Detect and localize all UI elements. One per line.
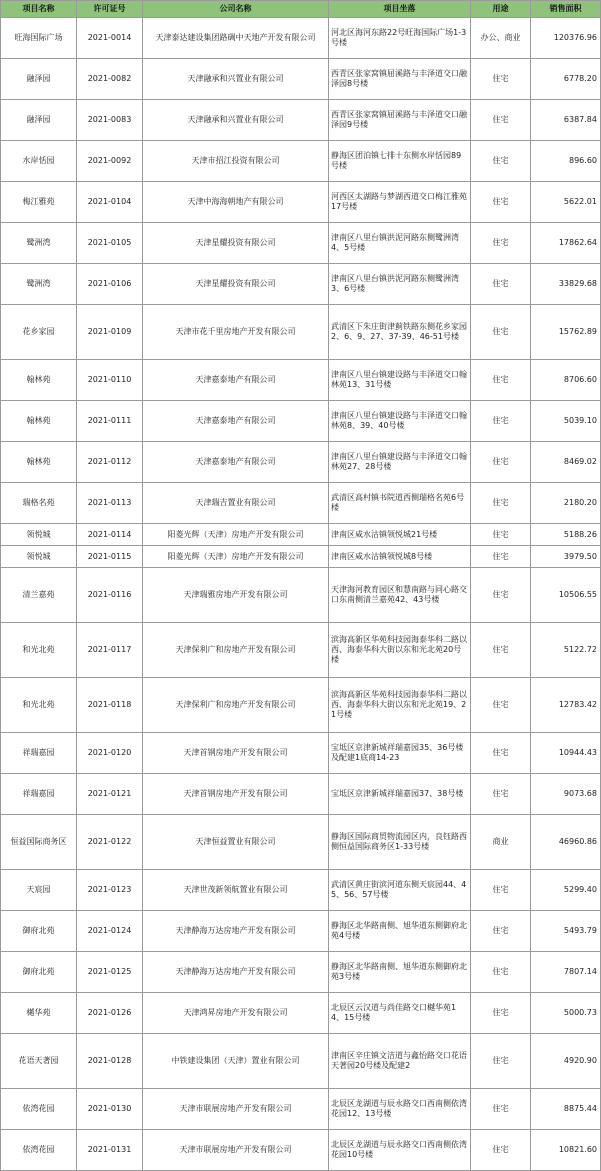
cell-project: 依湾花园 xyxy=(1,1130,77,1171)
cell-address: 西青区张家窝镇屈溪路与丰泽道交口融泽园9号楼 xyxy=(329,100,471,141)
cell-company: 天津恒益置业有限公司 xyxy=(143,815,329,870)
table-row xyxy=(1,442,601,483)
cell-company: 天津嘉泰地产有限公司 xyxy=(143,360,329,401)
cell-project: 翰林苑 xyxy=(1,401,77,442)
cell-address: 津南区咸水沽镇领悦城8号楼 xyxy=(329,546,471,568)
cell-area: 5188.26 xyxy=(531,524,601,546)
cell-area: 5299.40 xyxy=(531,870,601,911)
cell-company: 阳菱光辉（天津）房地产开发有限公司 xyxy=(143,546,329,568)
cell-use: 住宅 xyxy=(471,774,531,815)
cell-area: 896.60 xyxy=(531,141,601,182)
cell-area: 46960.86 xyxy=(531,815,601,870)
table-row xyxy=(1,678,601,733)
table-row xyxy=(1,141,601,182)
table-row xyxy=(1,1089,601,1130)
cell-project: 花语天著园 xyxy=(1,1034,77,1089)
cell-address: 北辰区龙湖道与辰永路交口西南侧依湾花园12、13号楼 xyxy=(329,1089,471,1130)
cell-use: 住宅 xyxy=(471,1034,531,1089)
table-row xyxy=(1,1034,601,1089)
cell-address: 宝坻区京津新城祥瑞嘉园35、36号楼及配建1底商14-23 xyxy=(329,733,471,774)
cell-project: 恒益国际商务区 xyxy=(1,815,77,870)
cell-area: 10944.43 xyxy=(531,733,601,774)
cell-company: 天津市联展房地产开发有限公司 xyxy=(143,1130,329,1171)
cell-company: 天津静海万达房地产开发有限公司 xyxy=(143,952,329,993)
cell-project: 花乡家园 xyxy=(1,305,77,360)
cell-area: 5493.79 xyxy=(531,911,601,952)
header-project: 项目名称 xyxy=(1,1,77,18)
cell-area: 4920.90 xyxy=(531,1034,601,1089)
cell-address: 河西区太湖路与梦湖西道交口梅江雅苑17号楼 xyxy=(329,182,471,223)
cell-address: 河北区海河东路22号旺海国际广场1-3号楼 xyxy=(329,18,471,59)
cell-use: 办公、商业 xyxy=(471,18,531,59)
table-row xyxy=(1,360,601,401)
cell-project: 樾华苑 xyxy=(1,993,77,1034)
cell-address: 西青区张家窝镇屈溪路与丰泽道交口融泽园8号楼 xyxy=(329,59,471,100)
cell-address: 静海区北华路南侧、旭华道东侧御府北苑3号楼 xyxy=(329,952,471,993)
cell-permit: 2021-0092 xyxy=(77,141,143,182)
cell-company: 天津市联展房地产开发有限公司 xyxy=(143,1089,329,1130)
cell-use: 住宅 xyxy=(471,870,531,911)
table-row xyxy=(1,911,601,952)
table-row xyxy=(1,223,601,264)
cell-company: 天津首钢房地产开发有限公司 xyxy=(143,733,329,774)
cell-address: 北辰区龙湖道与辰永路交口西南侧依湾花园10号楼 xyxy=(329,1130,471,1171)
cell-address: 静海区团泊镇七排十东侧水岸恬园89号楼 xyxy=(329,141,471,182)
table-row xyxy=(1,182,601,223)
cell-company: 中铁建设集团（天津）置业有限公司 xyxy=(143,1034,329,1089)
cell-project: 融泽园 xyxy=(1,59,77,100)
table-row xyxy=(1,59,601,100)
cell-company: 天津首钢房地产开发有限公司 xyxy=(143,774,329,815)
cell-use: 住宅 xyxy=(471,568,531,623)
header-area: 销售面积 xyxy=(531,1,601,18)
cell-project: 祥瑞嘉园 xyxy=(1,774,77,815)
cell-area: 10821.60 xyxy=(531,1130,601,1171)
cell-permit: 2021-0126 xyxy=(77,993,143,1034)
cell-area: 9073.68 xyxy=(531,774,601,815)
cell-project: 御府北苑 xyxy=(1,911,77,952)
cell-permit: 2021-0105 xyxy=(77,223,143,264)
cell-company: 天津嘉泰地产有限公司 xyxy=(143,401,329,442)
cell-area: 17862.64 xyxy=(531,223,601,264)
header-row xyxy=(1,1,601,18)
cell-use: 住宅 xyxy=(471,678,531,733)
cell-company: 天津保利广和房地产开发有限公司 xyxy=(143,623,329,678)
cell-company: 天津泰达建设集团路碉中天地产开发有限公司 xyxy=(143,18,329,59)
cell-project: 天宸园 xyxy=(1,870,77,911)
cell-project: 梅江雅苑 xyxy=(1,182,77,223)
cell-project: 鹭洲湾 xyxy=(1,264,77,305)
cell-use: 住宅 xyxy=(471,401,531,442)
cell-use: 住宅 xyxy=(471,223,531,264)
cell-project: 和光北苑 xyxy=(1,678,77,733)
cell-project: 水岸恬园 xyxy=(1,141,77,182)
cell-address: 武清区高村镇书院道西侧瑞格名苑6号楼 xyxy=(329,483,471,524)
cell-area: 8706.60 xyxy=(531,360,601,401)
cell-area: 6387.84 xyxy=(531,100,601,141)
cell-use: 住宅 xyxy=(471,182,531,223)
cell-use: 住宅 xyxy=(471,483,531,524)
cell-address: 津南区咸水沽镇领悦城21号楼 xyxy=(329,524,471,546)
cell-permit: 2021-0121 xyxy=(77,774,143,815)
cell-address: 津南区八里台镇洪泥河路东侧鹭洲湾3、6号楼 xyxy=(329,264,471,305)
cell-permit: 2021-0123 xyxy=(77,870,143,911)
cell-permit: 2021-0083 xyxy=(77,100,143,141)
cell-permit: 2021-0104 xyxy=(77,182,143,223)
cell-address: 宝坻区京津新城祥瑞嘉园37、38号楼 xyxy=(329,774,471,815)
cell-address: 北辰区云汉道与尚佳路交口樾华苑14、15号楼 xyxy=(329,993,471,1034)
cell-company: 天津融承和兴置业有限公司 xyxy=(143,100,329,141)
header-permit: 许可证号 xyxy=(77,1,143,18)
table-row xyxy=(1,623,601,678)
cell-area: 5622.01 xyxy=(531,182,601,223)
cell-area: 5122.72 xyxy=(531,623,601,678)
cell-project: 领悦城 xyxy=(1,546,77,568)
cell-project: 旺海国际广场 xyxy=(1,18,77,59)
cell-permit: 2021-0122 xyxy=(77,815,143,870)
cell-use: 住宅 xyxy=(471,442,531,483)
cell-address: 津南区八里台镇建设路与丰泽道交口翰林苑8、39、40号楼 xyxy=(329,401,471,442)
cell-company: 天津融承和兴置业有限公司 xyxy=(143,59,329,100)
cell-project: 御府北苑 xyxy=(1,952,77,993)
cell-area: 2180.20 xyxy=(531,483,601,524)
cell-company: 天津中海海朝地产有限公司 xyxy=(143,182,329,223)
cell-permit: 2021-0113 xyxy=(77,483,143,524)
table-row xyxy=(1,524,601,546)
cell-company: 天津市花千里房地产开发有限公司 xyxy=(143,305,329,360)
table-row xyxy=(1,733,601,774)
cell-project: 和光北苑 xyxy=(1,623,77,678)
cell-address: 津南区八里台镇建设路与丰泽道交口翰林苑13、31号楼 xyxy=(329,360,471,401)
cell-use: 住宅 xyxy=(471,100,531,141)
cell-use: 住宅 xyxy=(471,1089,531,1130)
cell-company: 阳菱光辉（天津）房地产开发有限公司 xyxy=(143,524,329,546)
cell-permit: 2021-0115 xyxy=(77,546,143,568)
cell-address: 静海区北华路南侧、旭华道东侧御府北苑4号楼 xyxy=(329,911,471,952)
cell-address: 津南区八里台镇建设路与丰泽道交口翰林苑27、28号楼 xyxy=(329,442,471,483)
cell-address: 静海区国际商贸物流园区内，良钰路西侧恒益国际商务区1-33号楼 xyxy=(329,815,471,870)
cell-company: 天津保利广和房地产开发有限公司 xyxy=(143,678,329,733)
cell-use: 住宅 xyxy=(471,524,531,546)
table-row xyxy=(1,815,601,870)
table-row xyxy=(1,264,601,305)
cell-company: 天津嘉泰地产有限公司 xyxy=(143,442,329,483)
table-row xyxy=(1,568,601,623)
cell-company: 天津瑞雅房地产开发有限公司 xyxy=(143,568,329,623)
cell-project: 瑞格名苑 xyxy=(1,483,77,524)
cell-address: 滨海高新区华苑科技园海泰华科二路以西、海泰华科大街以东和光北苑19、21号楼 xyxy=(329,678,471,733)
cell-use: 住宅 xyxy=(471,141,531,182)
cell-permit: 2021-0106 xyxy=(77,264,143,305)
cell-company: 天津星耀投资有限公司 xyxy=(143,223,329,264)
cell-permit: 2021-0128 xyxy=(77,1034,143,1089)
cell-area: 7807.14 xyxy=(531,952,601,993)
cell-use: 住宅 xyxy=(471,546,531,568)
cell-area: 8875.44 xyxy=(531,1089,601,1130)
cell-permit: 2021-0112 xyxy=(77,442,143,483)
cell-area: 6778.20 xyxy=(531,59,601,100)
cell-permit: 2021-0130 xyxy=(77,1089,143,1130)
table-row xyxy=(1,18,601,59)
cell-company: 天津瑞吉置业有限公司 xyxy=(143,483,329,524)
cell-permit: 2021-0125 xyxy=(77,952,143,993)
table-row xyxy=(1,870,601,911)
cell-permit: 2021-0118 xyxy=(77,678,143,733)
cell-project: 依湾花园 xyxy=(1,1089,77,1130)
table-row xyxy=(1,546,601,568)
header-company: 公司名称 xyxy=(143,1,329,18)
cell-area: 5000.73 xyxy=(531,993,601,1034)
cell-permit: 2021-0082 xyxy=(77,59,143,100)
header-use: 用途 xyxy=(471,1,531,18)
cell-permit: 2021-0124 xyxy=(77,911,143,952)
table-row xyxy=(1,993,601,1034)
cell-use: 住宅 xyxy=(471,360,531,401)
cell-permit: 2021-0117 xyxy=(77,623,143,678)
table-row xyxy=(1,100,601,141)
cell-company: 天津市招江投资有限公司 xyxy=(143,141,329,182)
cell-permit: 2021-0131 xyxy=(77,1130,143,1171)
cell-area: 5039.10 xyxy=(531,401,601,442)
cell-permit: 2021-0111 xyxy=(77,401,143,442)
cell-project: 鹭洲湾 xyxy=(1,223,77,264)
table-row xyxy=(1,1130,601,1171)
cell-area: 120376.96 xyxy=(531,18,601,59)
cell-address: 津南区八里台镇洪泥河路东侧鹭洲湾4、5号楼 xyxy=(329,223,471,264)
cell-company: 天津鸿昇房地产开发有限公司 xyxy=(143,993,329,1034)
cell-permit: 2021-0109 xyxy=(77,305,143,360)
table-row xyxy=(1,952,601,993)
cell-permit: 2021-0114 xyxy=(77,524,143,546)
cell-area: 3979.50 xyxy=(531,546,601,568)
cell-use: 住宅 xyxy=(471,1130,531,1171)
header-address: 项目坐落 xyxy=(329,1,471,18)
cell-company: 天津星耀投资有限公司 xyxy=(143,264,329,305)
table-row xyxy=(1,483,601,524)
cell-project: 清兰嘉苑 xyxy=(1,568,77,623)
cell-use: 住宅 xyxy=(471,264,531,305)
cell-project: 融泽园 xyxy=(1,100,77,141)
table-row xyxy=(1,305,601,360)
cell-area: 8469.02 xyxy=(531,442,601,483)
cell-area: 10506.55 xyxy=(531,568,601,623)
cell-address: 滨海高新区华苑科技园海泰华科二路以西、海泰华科大街以东和光北苑20号楼 xyxy=(329,623,471,678)
table-row xyxy=(1,774,601,815)
cell-use: 住宅 xyxy=(471,911,531,952)
cell-use: 商业 xyxy=(471,815,531,870)
cell-area: 12783.42 xyxy=(531,678,601,733)
cell-use: 住宅 xyxy=(471,733,531,774)
cell-use: 住宅 xyxy=(471,59,531,100)
cell-use: 住宅 xyxy=(471,993,531,1034)
cell-address: 武清区下朱庄街津蓟铁路东侧花乡家园2、6、9、27、37-39、46-51号楼 xyxy=(329,305,471,360)
cell-address: 武清区黄庄街滨河道东侧天宸园44、45、56、57号楼 xyxy=(329,870,471,911)
cell-address: 津南区辛庄镇文洁道与鑫怡路交口花语天著园20号楼及配建2 xyxy=(329,1034,471,1089)
cell-use: 住宅 xyxy=(471,305,531,360)
cell-project: 祥瑞嘉园 xyxy=(1,733,77,774)
cell-permit: 2021-0116 xyxy=(77,568,143,623)
cell-permit: 2021-0120 xyxy=(77,733,143,774)
cell-company: 天津静海万达房地产开发有限公司 xyxy=(143,911,329,952)
cell-use: 住宅 xyxy=(471,952,531,993)
cell-area: 15762.89 xyxy=(531,305,601,360)
table-row xyxy=(1,401,601,442)
cell-project: 翰林苑 xyxy=(1,442,77,483)
cell-use: 住宅 xyxy=(471,623,531,678)
cell-address: 天津海河教育园区和慧南路与同心路交口东南侧清兰嘉苑42、43号楼 xyxy=(329,568,471,623)
cell-permit: 2021-0110 xyxy=(77,360,143,401)
cell-company: 天津世茂新领航置业有限公司 xyxy=(143,870,329,911)
cell-project: 领悦城 xyxy=(1,524,77,546)
cell-project: 翰林苑 xyxy=(1,360,77,401)
cell-permit: 2021-0014 xyxy=(77,18,143,59)
cell-area: 33829.68 xyxy=(531,264,601,305)
